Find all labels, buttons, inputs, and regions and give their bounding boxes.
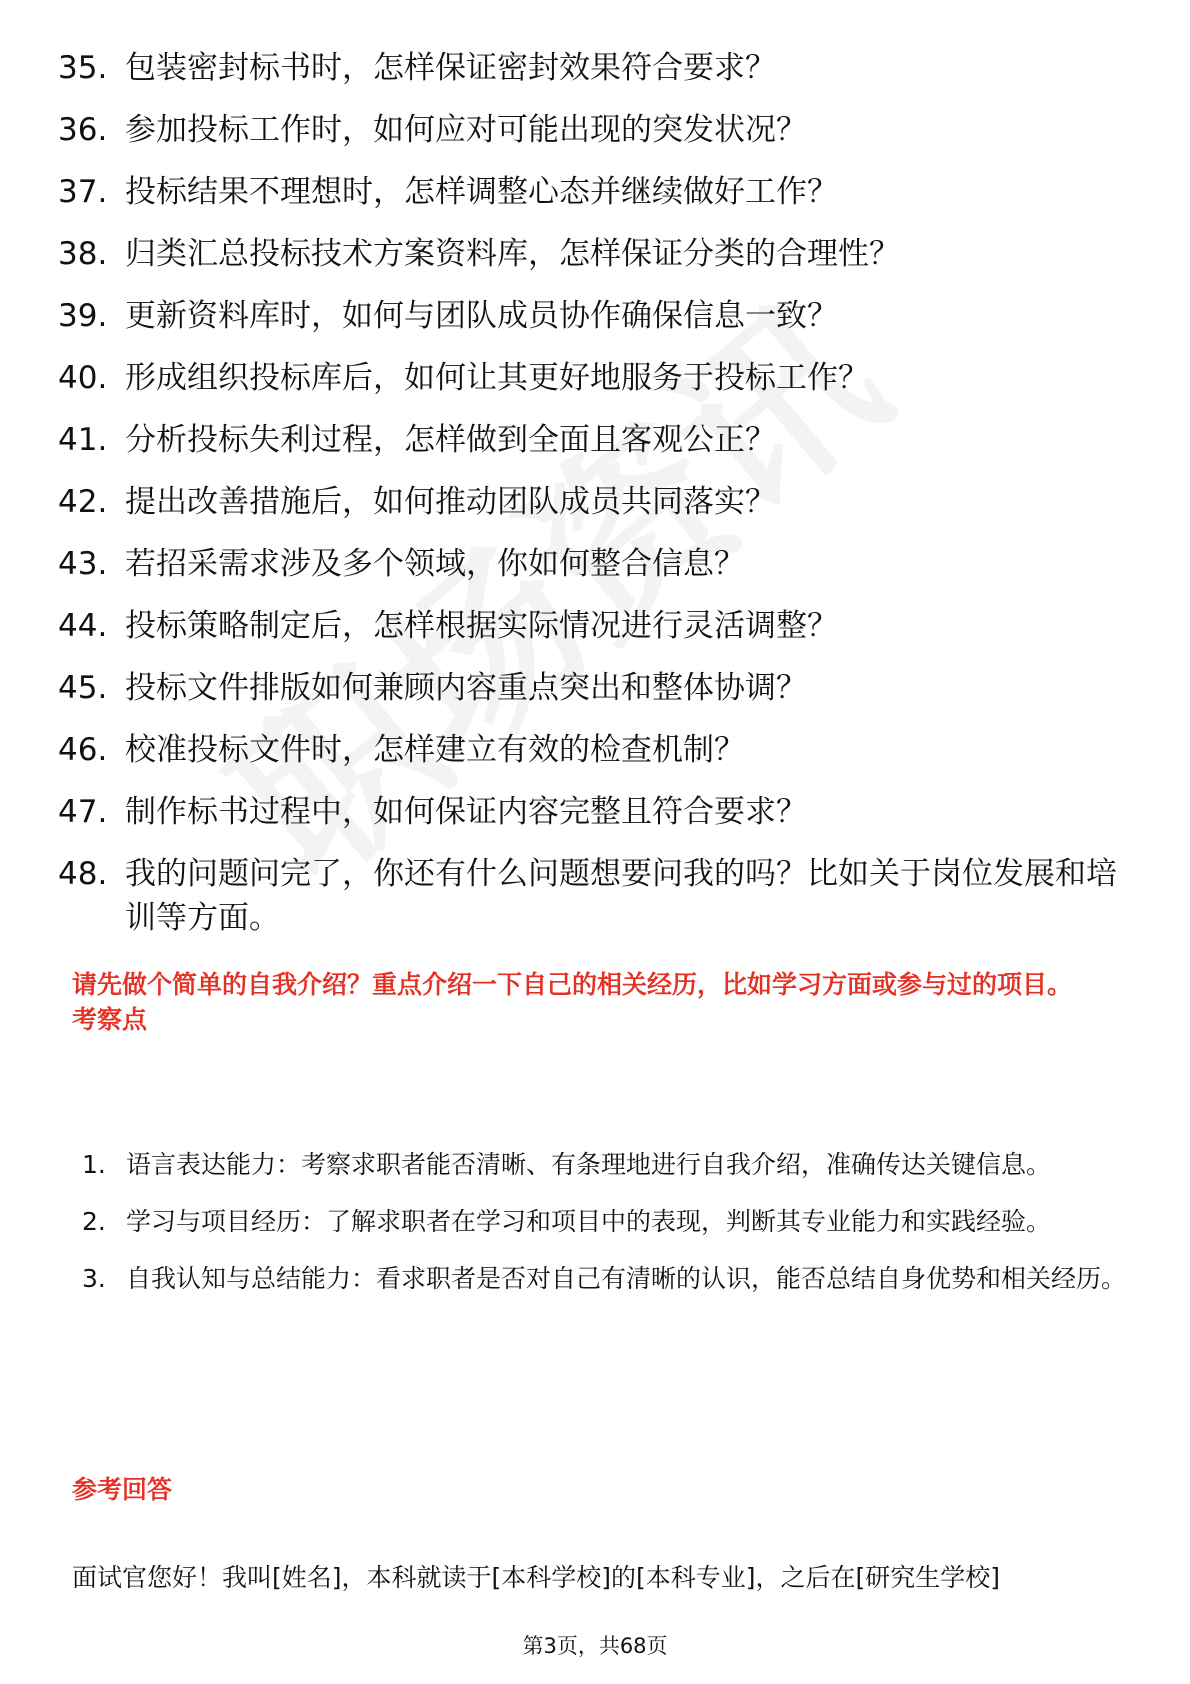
item-number: 42. bbox=[58, 484, 108, 520]
item-number: 35. bbox=[58, 50, 108, 86]
item-number: 38. bbox=[58, 236, 108, 272]
item-number: 36. bbox=[58, 112, 108, 148]
item-text: 投标策略制定后，怎样根据实际情况进行灵活调整？ bbox=[125, 608, 838, 644]
item-text: 我的问题问完了，你还有什么问题想要问我的吗？比如关于岗位发展和培训等方面。 bbox=[125, 856, 1117, 936]
list-item bbox=[58, 170, 1138, 232]
item-number: 46. bbox=[58, 732, 108, 768]
list-item bbox=[82, 1251, 1132, 1307]
item-number: 47. bbox=[58, 794, 108, 830]
item-number: 48. bbox=[58, 856, 108, 892]
list-item bbox=[58, 666, 1138, 728]
list-item bbox=[58, 542, 1138, 604]
page-footer: 第3页，共68页 bbox=[522, 1634, 668, 1658]
item-number: 1. bbox=[82, 1150, 106, 1179]
list-item bbox=[82, 1137, 1132, 1193]
reference-title: 参考回答 bbox=[72, 1475, 173, 1504]
list-item bbox=[58, 604, 1138, 666]
item-number: 40. bbox=[58, 360, 108, 396]
list-item bbox=[58, 790, 1138, 852]
list-item bbox=[58, 294, 1138, 356]
item-text: 投标文件排版如何兼顾内容重点突出和整体协调？ bbox=[125, 670, 807, 706]
list-item bbox=[58, 852, 1138, 940]
list-item bbox=[58, 232, 1138, 294]
item-text: 若招采需求涉及多个领域，你如何整合信息？ bbox=[125, 546, 745, 582]
assessment-points bbox=[82, 1137, 1132, 1308]
item-text: 投标结果不理想时，怎样调整心态并继续做好工作？ bbox=[125, 174, 838, 210]
item-text: 形成组织投标库后，如何让其更好地服务于投标工作？ bbox=[125, 360, 869, 396]
item-text: 分析投标失利过程，怎样做到全面且客观公正？ bbox=[125, 422, 776, 458]
item-number: 44. bbox=[58, 608, 108, 644]
item-text: 更新资料库时，如何与团队成员协作确保信息一致？ bbox=[125, 298, 838, 334]
list-item bbox=[82, 1194, 1132, 1250]
item-text: 自我认知与总结能力：看求职者是否对自己有清晰的认识，能否总结自身优势和相关经历。 bbox=[126, 1264, 1127, 1293]
item-text: 语言表达能力：考察求职者能否清晰、有条理地进行自我介绍，准确传达关键信息。 bbox=[126, 1150, 1052, 1179]
item-number: 41. bbox=[58, 422, 108, 458]
list-item bbox=[58, 46, 1138, 108]
item-number: 37. bbox=[58, 174, 108, 210]
featured-question: 请先做个简单的自我介绍？重点介绍一下自己的相关经历，比如学习方面或参与过的项目。 bbox=[72, 970, 1073, 999]
item-text: 提出改善措施后，如何推动团队成员共同落实？ bbox=[125, 484, 776, 520]
item-number: 2. bbox=[82, 1207, 106, 1236]
item-number: 43. bbox=[58, 546, 108, 582]
list-item bbox=[58, 108, 1138, 170]
assessment-title: 考察点 bbox=[72, 1005, 148, 1034]
item-text: 参加投标工作时，如何应对可能出现的突发状况？ bbox=[125, 112, 807, 148]
item-number: 3. bbox=[82, 1264, 106, 1293]
item-text: 包装密封标书时，怎样保证密封效果符合要求？ bbox=[125, 50, 776, 86]
list-item bbox=[58, 418, 1138, 480]
list-item bbox=[58, 480, 1138, 542]
reference-answer: 面试官您好！我叫[姓名]，本科就读于[本科学校]的[本科专业]，之后在[研究生学校] bbox=[72, 1563, 1001, 1592]
item-text: 制作标书过程中，如何保证内容完整且符合要求？ bbox=[125, 794, 807, 830]
question-list bbox=[58, 46, 1138, 940]
item-text: 学习与项目经历：了解求职者在学习和项目中的表现，判断其专业能力和实践经验。 bbox=[126, 1207, 1052, 1236]
item-text: 校准投标文件时，怎样建立有效的检查机制？ bbox=[125, 732, 745, 768]
item-text: 归类汇总投标技术方案资料库，怎样保证分类的合理性？ bbox=[125, 236, 900, 272]
item-number: 45. bbox=[58, 670, 108, 706]
list-item bbox=[58, 356, 1138, 418]
list-item bbox=[58, 728, 1138, 790]
item-number: 39. bbox=[58, 298, 108, 334]
